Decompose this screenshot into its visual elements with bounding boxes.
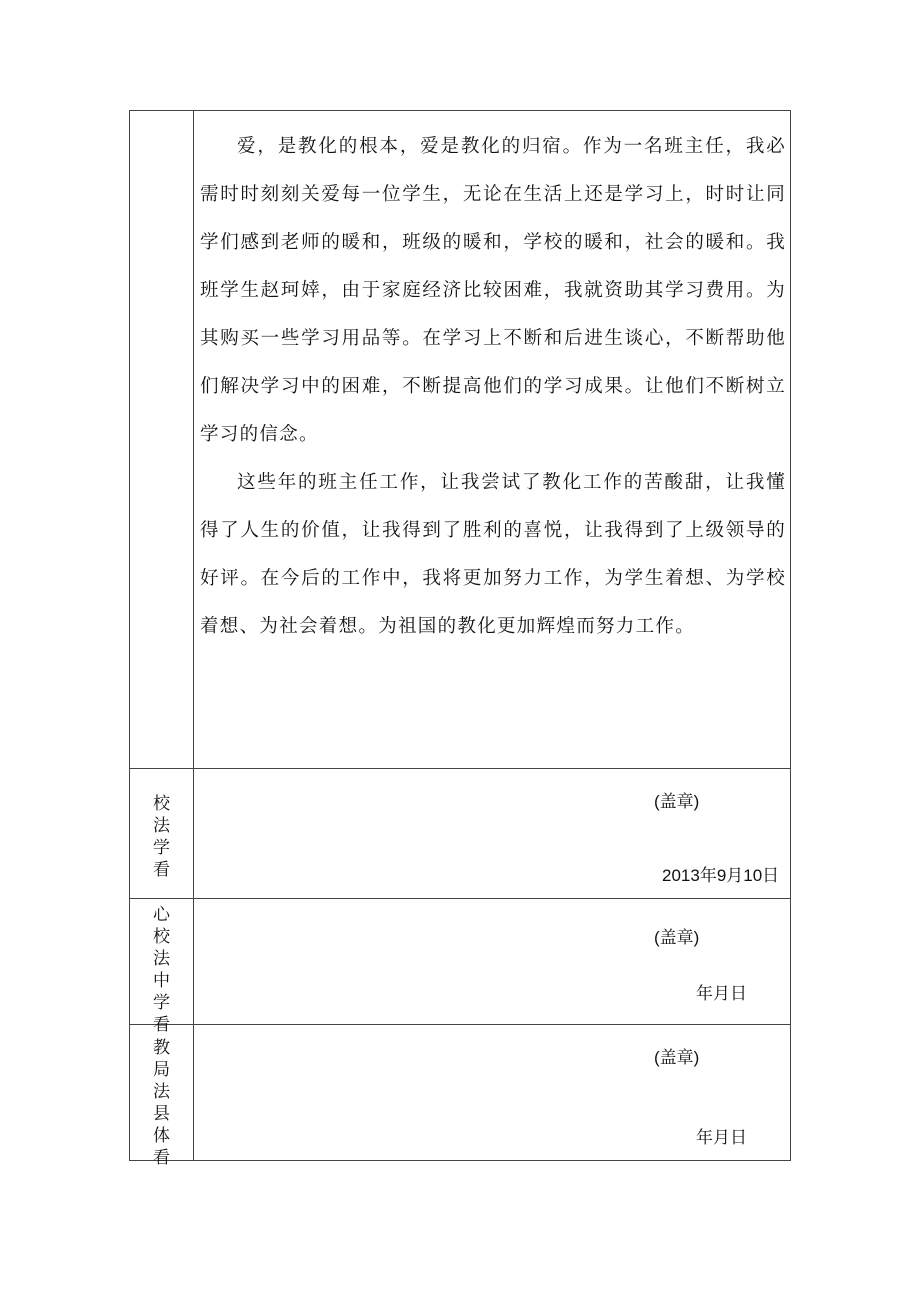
county-bureau-seal-text: (盖章) — [654, 1048, 700, 1067]
county-bureau-review-row — [130, 1025, 791, 1161]
essay-paragraph-1: 爱，是教化的根本，爱是教化的归宿。作为一名班主任，我必需时时刻刻关爱每一位学生，无论在生活上还是学习上，时时让同学们感到老师的暖和，班级的暖和，学校的暖和，社会的暖和。我班学生赵珂婞，由于家庭经济比较困难，我就资助其学习费用。为其购买一些学习用品等。在学习上不断和后进生谈心，不断帮助他们解决学习中的困难，不断提高他们的学习成果。让他们不断树立学习的信念。 — [200, 136, 786, 445]
essay-row — [130, 111, 791, 769]
central-school-review-cell — [194, 899, 791, 1025]
school-review-label-cell — [130, 769, 194, 899]
central-school-review-label: 心校法中学看 — [153, 905, 170, 1035]
essay-cell — [194, 111, 791, 769]
school-review-cell — [194, 769, 791, 899]
school-review-date: 2013年9月10日 — [662, 866, 780, 885]
essay-paragraph-2: 这些年的班主任工作，让我尝试了教化工作的苦酸甜，让我懂得了人生的价值，让我得到了胜利的喜悦，让我得到了上级领导的好评。在今后的工作中，我将更加努力工作，为学生着想、为学校着想、为社会着想。为祖国的教化更加辉煌而努力工作。 — [200, 472, 786, 637]
county-bureau-review-cell — [194, 1025, 791, 1161]
central-school-review-date: 年月日 — [696, 984, 747, 1003]
review-form-table — [129, 110, 791, 1168]
central-school-review-row — [130, 899, 791, 1025]
central-school-review-label-cell — [130, 899, 194, 1035]
county-bureau-review-label-cell — [130, 1025, 194, 1168]
school-review-row — [130, 769, 791, 899]
school-seal-text: (盖章) — [654, 792, 700, 811]
school-review-label: 校法学看 — [153, 794, 170, 880]
county-bureau-review-label: 教局法县体看 — [153, 1038, 170, 1168]
central-school-seal-text: (盖章) — [654, 928, 700, 947]
county-bureau-review-date: 年月日 — [696, 1128, 747, 1147]
essay-text — [194, 111, 790, 651]
essay-label-cell — [130, 111, 194, 769]
